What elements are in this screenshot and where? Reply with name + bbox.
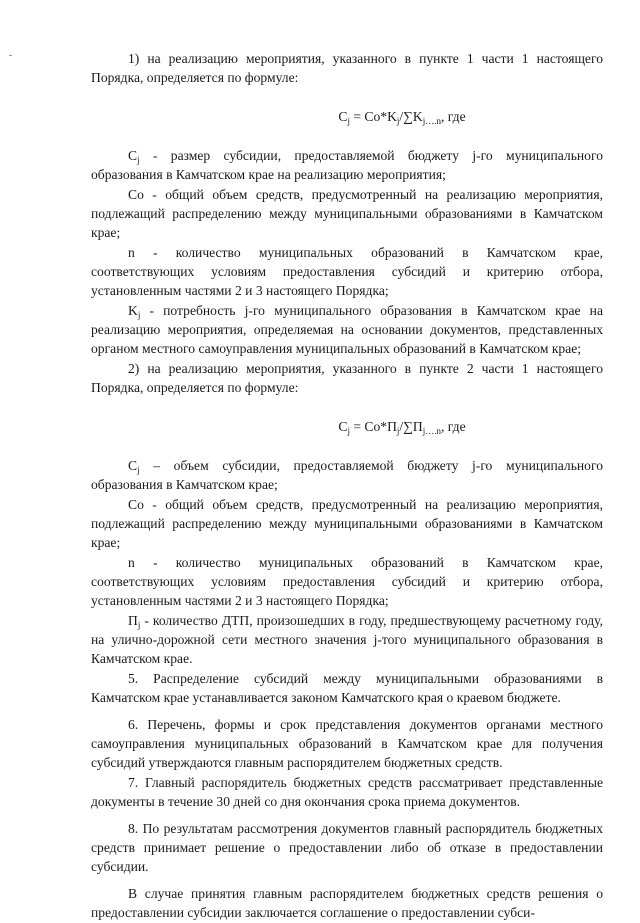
paragraph-1: 1) на реализацию мероприятия, указанного в пункте 1 части 1 настоящего Порядка, определяется по формуле:	[91, 51, 603, 85]
symbol-sub: j	[137, 155, 140, 165]
symbol: K	[128, 303, 138, 318]
paragraph-pj-definition	[91, 611, 603, 668]
formula-1	[91, 105, 603, 129]
paragraph-2: 2) на реализацию мероприятия, указанного в пункте 2 части 1 настоящего Порядка, определяется по формуле:	[91, 361, 603, 395]
formula-1-part: /∑K	[399, 109, 423, 124]
symbol: C	[128, 458, 138, 473]
paragraph-n-definition-2: n - количество муниципальных образований в Камчатском крае, соответствующих условиям предоставления субсидий и критерию отбора, установленным частями 2 и 3 настоящего Порядка;	[91, 555, 603, 608]
paragraph-6: 6. Перечень, формы и срок представления документов органами местного самоуправления муниципальных образований в Камчатском крае для получения субсидий утверждаются главным распорядителем бюджетных средств.	[91, 717, 603, 770]
paragraph-8: 8. По результатам рассмотрения документов главный распорядитель бюджетных средств принимает решение о предоставлении либо об отказе в предоставлении субсидии.	[91, 821, 603, 874]
symbol-sub: j	[137, 310, 141, 320]
paragraph-text: - размер субсидии, предоставляемой бюджету j-го муниципального образования в Камчатском крае на реализацию мероприятия;	[91, 148, 603, 182]
symbol: П	[128, 613, 138, 628]
paragraph-5: 5. Распределение субсидий между муниципальными образованиями в Камчатском крае устанавливается законом Камчатского края о краевом бюджете.	[91, 671, 603, 705]
scan-mark	[9, 55, 12, 56]
paragraph-cj-definition-2	[91, 456, 603, 494]
formula-2-part: = Co*П	[349, 419, 397, 434]
formula-2-part: , где	[440, 419, 466, 434]
paragraph-text: - потребность j-го муниципального образования в Камчатском крае на реализацию мероприятия, определяемая на основании документов, представленных органом местного самоуправления муниципальных образований в Камчатском крае;	[91, 303, 603, 356]
paragraph-text: - количество ДТП, произошедших в году, предшествующему расчетному году, на улично-дорожной сети местного значения j-того муниципального образования в Камчатском крае.	[91, 613, 603, 666]
formula-2-sub: j….n	[422, 426, 441, 436]
symbol: C	[128, 148, 138, 163]
formula-1-part: , где	[440, 109, 466, 124]
formula-2-sub: j	[396, 426, 400, 436]
paragraph-kj-definition	[91, 301, 603, 358]
formula-1-sub: j	[347, 116, 350, 126]
paragraph-9: В случае принятия главным распорядителем бюджетных средств решения о предоставлении субсидии заключается соглашение о предоставлении субси-	[91, 886, 603, 920]
symbol-sub: j	[137, 620, 141, 630]
paragraph-cj-definition	[91, 146, 603, 184]
paragraph-co-definition-2: Со - общий объем средств, предусмотренный на реализацию мероприятия, подлежащий распределению между муниципальными образованиями в Камчатском крае;	[91, 497, 603, 550]
formula-2-part: /∑П	[399, 419, 423, 434]
formula-1-part: = Co*K	[349, 109, 397, 124]
formula-1-sub: j….n	[422, 116, 441, 126]
formula-2-sub: j	[347, 426, 350, 436]
document-body	[91, 49, 603, 923]
formula-2-part: C	[338, 419, 348, 434]
paragraph-n-definition: n - количество муниципальных образований в Камчатском крае, соответствующих условиям предоставления субсидий и критерию отбора, установленным частями 2 и 3 настоящего Порядка;	[91, 245, 603, 298]
paragraph-7: 7. Главный распорядитель бюджетных средств рассматривает представленные документы в течение 30 дней со дня окончания срока приема документов.	[91, 775, 603, 809]
formula-1-sub: j	[396, 116, 400, 126]
symbol-sub: j	[137, 465, 140, 475]
formula-1-part: C	[338, 109, 348, 124]
paragraph-text: – объем субсидии, предоставляемой бюджету j-го муниципального образования в Камчатском крае;	[91, 458, 603, 492]
formula-2	[91, 415, 603, 439]
paragraph-co-definition: Со - общий объем средств, предусмотренный на реализацию мероприятия, подлежащий распределению между муниципальными образованиями в Камчатском крае;	[91, 187, 603, 240]
